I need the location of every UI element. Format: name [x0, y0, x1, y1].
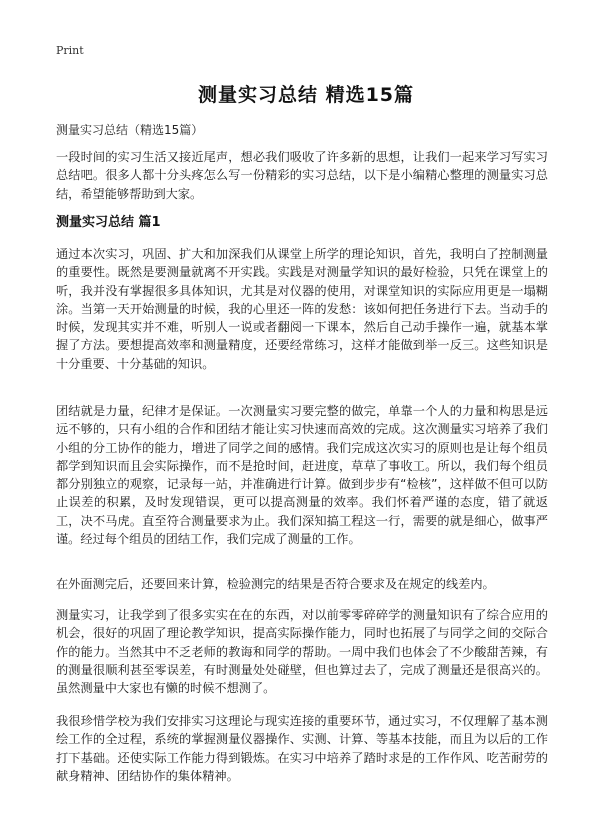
body-paragraph: 通过本次实习，巩固、扩大和加深我们从课堂上所学的理论知识，首先，我明白了控制测量的重要性。既然是要测量就离不开实践。实践是对测量学知识的最好检验，只凭在课堂上的听，我并没有掌握很多具体知识，尤其是对仪器的使用，对课堂知识的实际应用更是一塌糊涂。当第一天开始测量的时候，我的心里还一阵的发愁：该如何把任务进行下去。当动手的时候，发现其实并不难，听别人一说或者翻阅一下课本，然后自己动手操作一遍，就基本掌握了方法。要想提高效率和测量精度，还要经常练习，这样才能做到举一反三。这些知识是十分重要、十分基础的知识。	[56, 247, 548, 371]
print-link[interactable]: Print	[56, 44, 84, 57]
page-title: 测量实习总结 精选15篇	[197, 84, 415, 106]
document-subtitle: 测量实习总结（精选15篇）	[56, 123, 204, 137]
body-paragraph: 团结就是力量，纪律才是保证。一次测量实习要完整的做完，单靠一个人的力量和构思是远远不够的，只有小组的合作和团结才能让实习快速而高效的完成。这次测量实习培养了我们小组的分工协作的能力，增进了同学之间的感情。我们完成这次实习的原则也是让每个组员都学到知识而且会实际操作，而不是抢时间，赶进度，草草了事收工。所以，我们每个组员都分别独立的观察，记录每一站，并准确进行计算。做到步步有“检核”，这样做不但可以防止误差的积累，及时发现错误，更可以提高测量的效率。我们怀着严谨的态度，错了就返工，决不马虎。直至符合测量要求为止。我们深知搞工程这一行，需要的就是细心，做事严谨。经过每个组员的团结工作，我们完成了测量的工作。	[56, 404, 548, 547]
intro-paragraph: 一段时间的实习生活又接近尾声，想必我们吸收了许多新的思想，让我们一起来学习写实习总结吧。很多人都十分头疼怎么写一份精彩的实习总结，以下是小编精心整理的测量实习总结，希望能够帮助到大家。	[56, 150, 548, 201]
section-heading: 测量实习总结 篇1	[56, 215, 161, 230]
body-paragraph: 在外面测完后，还要回来计算，检验测完的结果是否符合要求及在规定的线差内。	[56, 577, 495, 591]
body-paragraph: 测量实习，让我学到了很多实实在在的东西，对以前零零碎碎学的测量知识有了综合应用的机会，很好的巩固了理论教学知识，提高实际操作能力，同时也拓展了与同学之间的交际合作的能力。当然其中不乏老师的教诲和同学的帮助。一周中我们也体会了不少酸甜苦辣，有的测量很顺利甚至零误差，有时测量处处碰壁，但也算过去了，完成了测量还是很高兴的。虽然测量中大家也有懒的时候不想测了。	[56, 608, 548, 696]
body-paragraph: 我很珍惜学校为我们安排实习这理论与现实连接的重要环节，通过实习，不仅理解了基本测绘工作的全过程，系统的掌握测量仪器操作、实测、计算、等基本技能，而且为以后的工作打下基础。还使实际工作能力得到锻炼。在实习中培养了踏时求是的工作作风、吃苦耐劳的献身精神、团结协作的集体精神。	[56, 714, 548, 783]
